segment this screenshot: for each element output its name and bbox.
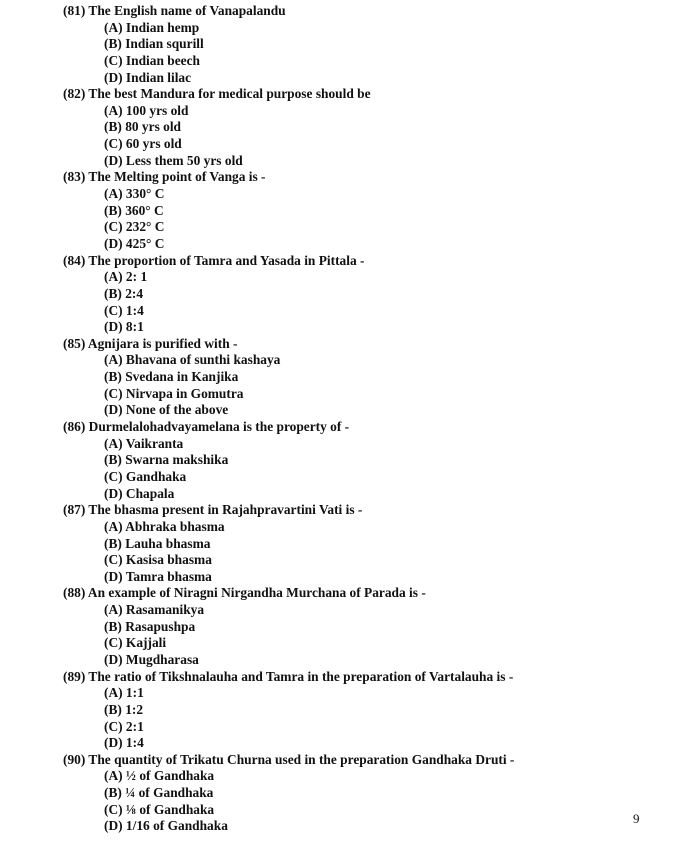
question-88 <box>0 585 680 668</box>
option-b: (B) Swarna makshika <box>104 452 229 468</box>
option-d: (D) 425° C <box>104 235 165 251</box>
option-d: (D) Indian lilac <box>104 69 192 85</box>
question-text: (84) The proportion of Tamra and Yasada in Pittala - <box>63 252 365 268</box>
question-text: (86) Durmelalohadvayamelana is the property of - <box>63 419 350 435</box>
question-85 <box>0 336 680 419</box>
option-c: (C) 60 yrs old <box>104 136 182 152</box>
option-d: (D) Mugdharasa <box>104 651 199 667</box>
question-text: (87) The bhasma present in Rajahpravartini Vati is - <box>63 502 363 518</box>
option-b: (B) Lauha bhasma <box>104 535 211 551</box>
question-86 <box>0 419 680 502</box>
option-d: (D) Chapala <box>104 485 175 501</box>
question-text: (88) An example of Niragni Nirgandha Murchana of Parada is - <box>63 585 426 601</box>
option-b: (B) 2:4 <box>104 285 144 301</box>
option-a: (A) Indian hemp <box>104 19 200 35</box>
question-text: (89) The ratio of Tikshnalauha and Tamra in the preparation of Vartalauha is - <box>63 668 514 684</box>
option-c: (C) 232° C <box>104 219 165 235</box>
option-c: (C) Kajjali <box>104 635 167 651</box>
question-81 <box>0 3 680 86</box>
option-b: (B) ¼ of Gandhaka <box>104 785 214 801</box>
option-b: (B) 80 yrs old <box>104 119 181 135</box>
option-b: (B) Svedana in Kanjika <box>104 369 239 385</box>
question-text: (90) The quantity of Trikatu Churna used in the preparation Gandhaka Druti - <box>63 751 515 767</box>
option-a: (A) Vaikranta <box>104 435 184 451</box>
option-c: (C) 1:4 <box>104 302 144 318</box>
option-a: (A) 100 yrs old <box>104 102 189 118</box>
option-a: (A) Bhavana of sunthi kashaya <box>104 352 281 368</box>
option-c: (C) 2:1 <box>104 718 144 734</box>
question-90 <box>0 752 680 835</box>
option-a: (A) 1:1 <box>104 685 144 701</box>
question-89 <box>0 669 680 752</box>
question-page <box>0 3 680 835</box>
option-c: (C) Gandhaka <box>104 468 187 484</box>
option-c: (C) ⅛ of Gandhaka <box>104 801 215 817</box>
option-c: (C) Kasisa bhasma <box>104 552 212 568</box>
page-number: 9 <box>633 811 640 826</box>
question-text: (85) Agnijara is purified with - <box>63 335 238 351</box>
question-text: (83) The Melting point of Vanga is - <box>63 169 266 185</box>
option-b: (B) Rasapushpa <box>104 618 196 634</box>
option-d: (D) 8:1 <box>104 319 144 335</box>
option-d: (D) Tamra bhasma <box>104 568 212 584</box>
option-d: (D) 1/16 of Gandhaka <box>104 818 228 834</box>
question-87 <box>0 502 680 585</box>
question-83 <box>0 169 680 252</box>
option-a: (A) Abhraka bhasma <box>104 518 225 534</box>
option-a: (A) 330° C <box>104 186 165 202</box>
option-c: (C) Nirvapa in Gomutra <box>104 385 244 401</box>
option-b: (B) 360° C <box>104 202 164 218</box>
option-d: (D) Less them 50 yrs old <box>104 152 243 168</box>
option-d: (D) 1:4 <box>104 735 144 751</box>
question-84 <box>0 253 680 336</box>
option-b: (B) 1:2 <box>104 701 144 717</box>
option-c: (C) Indian beech <box>104 52 200 68</box>
question-text: (81) The English name of Vanapalandu <box>63 3 286 18</box>
option-a: (A) ½ of Gandhaka <box>104 768 215 784</box>
question-82 <box>0 86 680 169</box>
option-a: (A) 2: 1 <box>104 269 148 285</box>
option-d: (D) None of the above <box>104 402 229 418</box>
option-a: (A) Rasamanikya <box>104 602 205 618</box>
question-text: (82) The best Mandura for medical purpose should be <box>63 86 371 102</box>
option-b: (B) Indian squrill <box>104 36 204 52</box>
